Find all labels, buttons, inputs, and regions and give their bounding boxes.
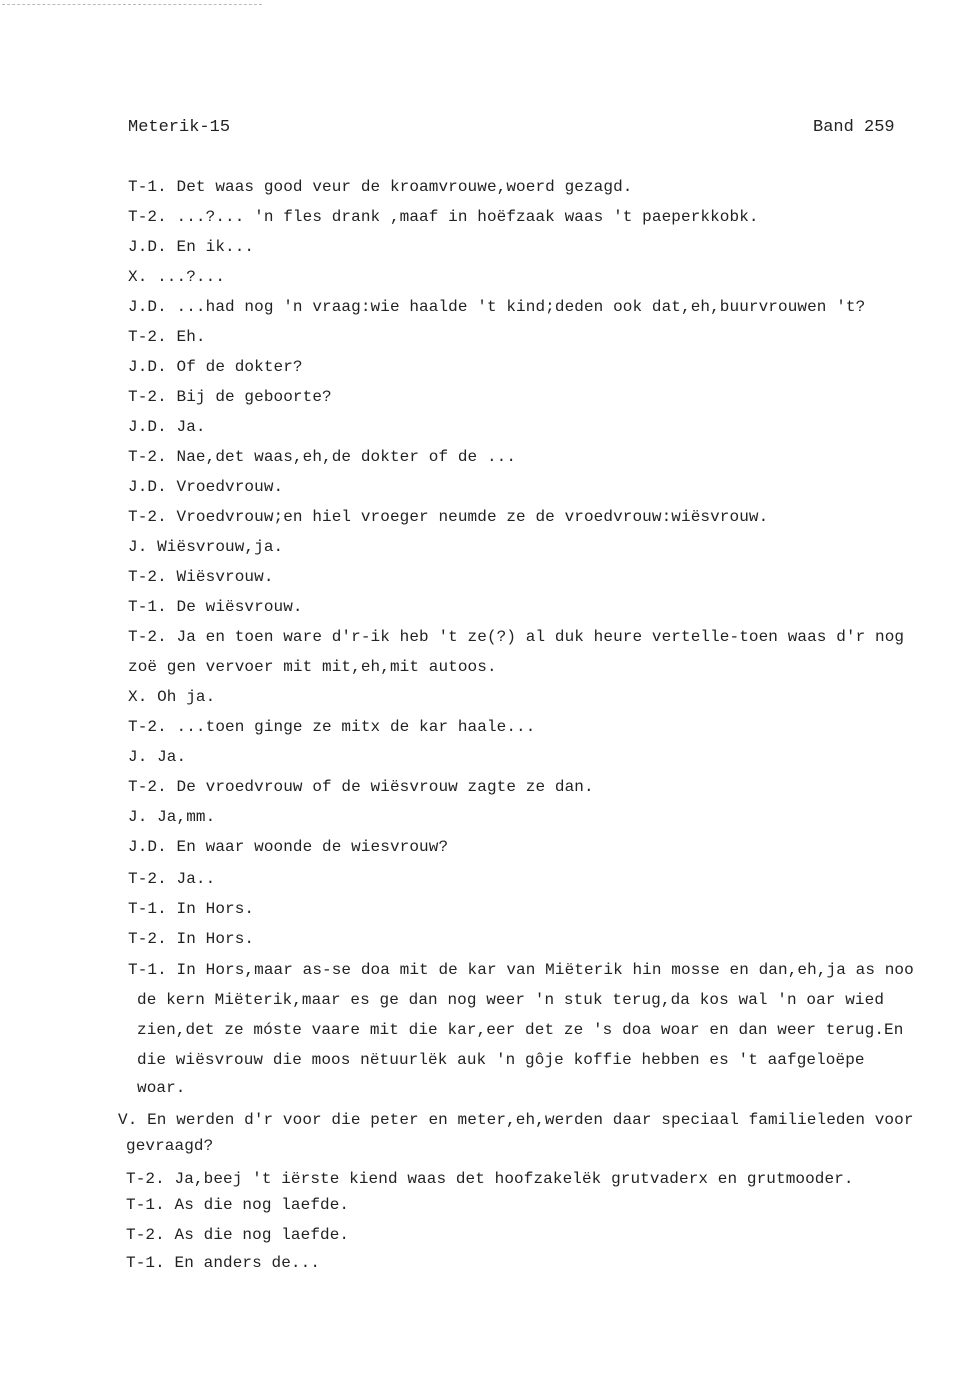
transcript-line: J.D. En ik... [128,238,255,256]
transcript-line: gevraagd? [126,1137,214,1155]
transcript-line: T-2. Bij de geboorte? [128,388,332,406]
transcript-line: T-2. Ja,beej 't iërste kiend waas det hoofzakelëk grutvaderx en grutmooder. [126,1170,854,1188]
transcript-line: zoë gen vervoer mit mit,eh,mit autoos. [128,658,497,676]
transcript-line: T-2. Eh. [128,328,206,346]
header-left: Meterik-15 [128,118,231,137]
transcript-line: T-2. Wiësvrouw. [128,568,274,586]
transcript-line: T-2. Ja en toen ware d'r-ik heb 't ze(?) al duk heure vertelle-toen waas d'r nog [128,628,905,646]
transcript-line: T-2. Ja.. [128,870,216,888]
transcript-line: de kern Miëterik,maar es ge dan nog weer 'n stuk terug,da kos wal 'n oar wied [137,991,885,1009]
transcript-line: T-2. De vroedvrouw of de wiësvrouw zagte ze dan. [128,778,594,796]
transcript-line: T-2. As die nog laefde. [126,1226,350,1244]
transcript-line: J. Ja,mm. [128,808,216,826]
header-right: Band 259 [813,118,895,137]
transcript-line: T-1. In Hors,maar as-se doa mit de kar van Miëterik hin mosse en dan,eh,ja as noo [128,961,914,979]
transcript-line: X. ...?... [128,268,226,286]
transcript-line: die wiësvrouw die moos nëtuurlëk auk 'n gôje koffie hebben es 't aafgeloëpe [137,1051,865,1069]
transcript-line: T-1. En anders de... [126,1254,321,1272]
transcript-line: T-2. Vroedvrouw;en hiel vroeger neumde ze de vroedvrouw:wiësvrouw. [128,508,769,526]
transcript-line: J. Ja. [128,748,187,766]
transcript-line: T-2. Nae,det waas,eh,de dokter of de ... [128,448,517,466]
transcript-line: T-2. In Hors. [128,930,255,948]
transcript-line: J.D. Of de dokter? [128,358,303,376]
transcript-line: J.D. Vroedvrouw. [128,478,284,496]
transcript-line: T-1. Det waas good veur de kroamvrouwe,woerd gezagd. [128,178,633,196]
transcript-line: woar. [137,1079,186,1097]
transcript-line: J. Wiësvrouw,ja. [128,538,284,556]
transcript-line: J.D. ...had nog 'n vraag:wie haalde 't kind;deden ook dat,eh,buurvrouwen 't? [128,298,866,316]
transcript-line: X. Oh ja. [128,688,216,706]
transcript-line: zien,det ze móste vaare mit die kar,eer det ze 's doa woar en dan weer terug.En [137,1021,904,1039]
transcript-line: J.D. Ja. [128,418,206,436]
transcript-line: J.D. En waar woonde de wiesvrouw? [128,838,449,856]
transcript-line: T-1. As die nog laefde. [126,1196,350,1214]
transcript-line: V. En werden d'r voor die peter en meter,eh,werden daar speciaal familieleden voor [118,1111,914,1129]
transcript-line: T-1. In Hors. [128,900,255,918]
transcript-line: T-1. De wiësvrouw. [128,598,303,616]
transcript-line: T-2. ...toen ginge ze mitx de kar haale... [128,718,536,736]
scan-artifact [2,4,262,7]
transcript-line: T-2. ...?... 'n fles drank ,maaf in hoëfzaak waas 't paeperkkobk. [128,208,759,226]
